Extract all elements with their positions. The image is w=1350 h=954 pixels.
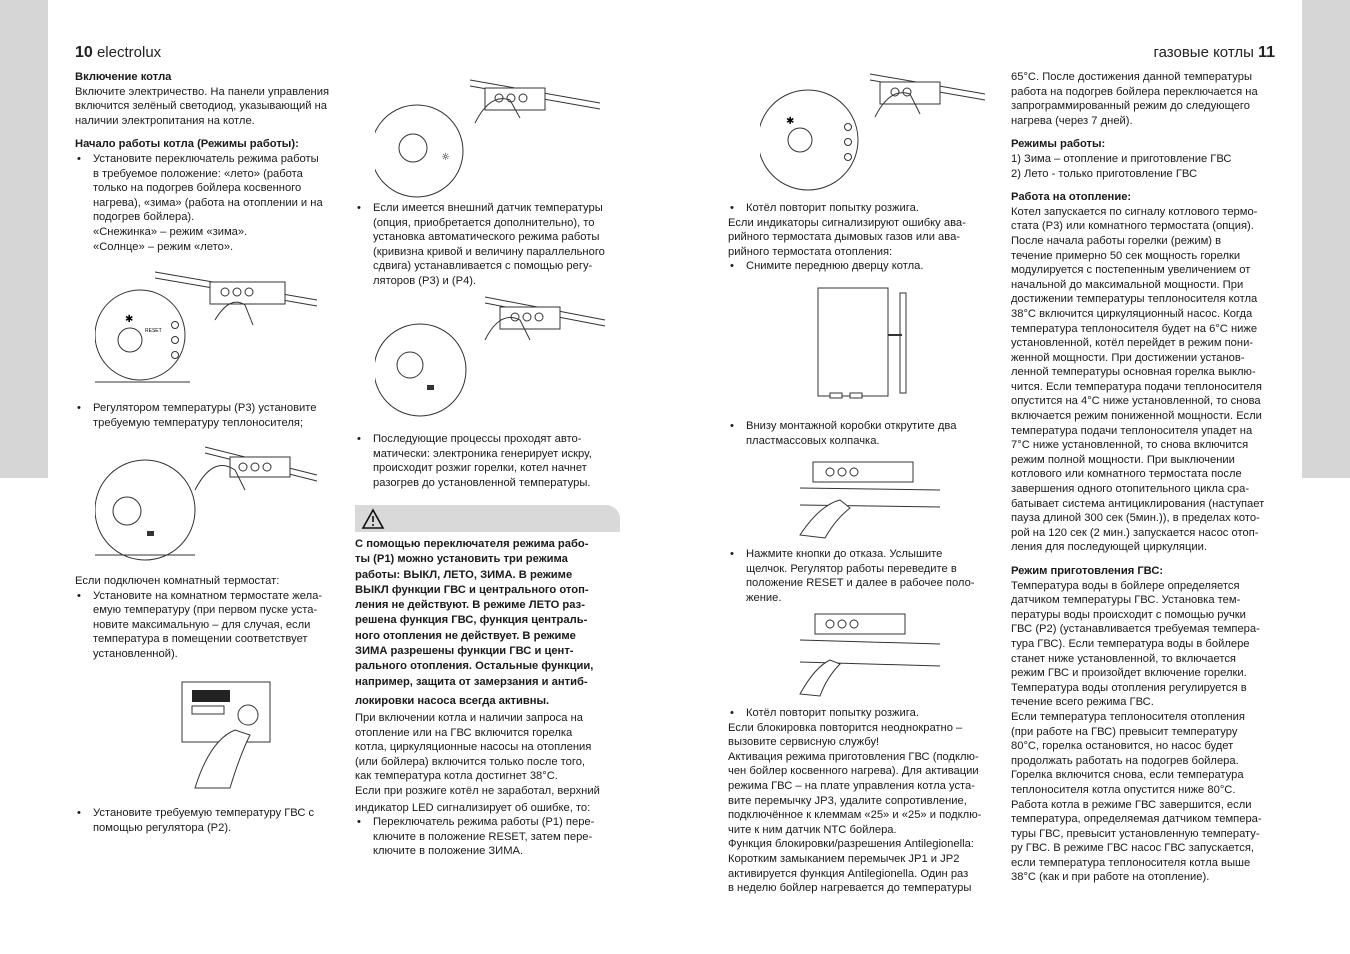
text-line: Если индикаторы сигнализируют ошибку ава-	[728, 216, 966, 229]
text-line: • Переключатель режима работы (P1) пере-	[373, 816, 595, 829]
text-line: режим полной мощности. При выключении	[1011, 453, 1235, 466]
text-line: теплоносителя котла опустится ниже 80°C.	[1011, 783, 1236, 796]
column-3-mid	[728, 419, 996, 448]
text-line: • Установите на комнатном термостате жела-	[93, 589, 323, 602]
figure-temperature-knob	[95, 445, 325, 565]
text-line: пауза длиной 300 сек (5мин.)), в пределах кото-	[1011, 512, 1260, 525]
text-line: щелчок. Регулятор работы переведите в	[746, 562, 957, 575]
text-line: «Снежинка» – режим «зима».	[93, 225, 248, 238]
bullet-list	[355, 432, 623, 490]
text-line: После начала работы горелки (режим) в	[1011, 234, 1222, 247]
text-line: (при работе на ГВС) превысит температуру	[1011, 725, 1238, 738]
bullet-item	[728, 419, 996, 448]
text-line: ключите в положение ЗИМА.	[373, 845, 524, 858]
text-line: установленной, котёл перейдет в режим пони-	[1011, 337, 1254, 350]
figure-room-thermostat	[180, 680, 275, 790]
text-line: рийного термостата отопления:	[728, 245, 893, 258]
text-line: чите к ним датчик NTC бойлера.	[728, 823, 897, 836]
text-line: запрограммированный режим до следующего	[1011, 100, 1250, 113]
text-line: установленной).	[93, 647, 178, 660]
text-line: «Солнце» – режим «лето».	[93, 240, 234, 253]
text-line: С помощью переключателя режима рабо-	[355, 538, 589, 550]
svg-text:☼: ☼	[441, 152, 450, 163]
warning-text	[355, 537, 623, 709]
left-brand: electrolux	[96, 44, 162, 61]
bullet-list	[75, 152, 343, 254]
text-line: новите максимальную – для случая, если	[93, 618, 311, 631]
right-section-title: газовые котлы	[1153, 44, 1254, 61]
text-line: температура, определяемая датчиком темпера-	[1011, 813, 1262, 826]
bullet-list	[355, 815, 623, 859]
text-line: Если при розжиге котёл не заработал, верхний	[355, 784, 600, 797]
bullet-item	[728, 547, 996, 605]
text-line: • Регулятором температуры (P3) установите	[93, 402, 317, 414]
text-line: 7°C ниже установленной, то снова включится	[1011, 439, 1249, 452]
text-line: 2) Лето - только приготовление ГВС	[1011, 167, 1198, 180]
column-3-bottom	[728, 706, 996, 896]
text-line: ного отопления не действует. В режиме	[355, 629, 576, 642]
text-line: Включите электричество. На панели управления	[75, 85, 330, 98]
text-line: емую температуру (при первом пуске уста-	[93, 604, 318, 617]
text-line: 38°C (как и при работе на отопление).	[1011, 871, 1210, 884]
text-line: Активация режима приготовления ГВС (подклю-	[728, 750, 979, 763]
text-line: • Установите переключатель режима работы	[93, 152, 319, 165]
text-line: рального отопления. Остальные функции,	[355, 660, 594, 673]
text-line: Температура воды отопления регулируется в	[1011, 681, 1247, 694]
svg-text:✱: ✱	[786, 116, 795, 127]
right-page-header	[1153, 44, 1275, 62]
left-side-tab	[0, 0, 48, 478]
column-2-top	[355, 201, 623, 289]
heading-heating: Работа на отопление:	[1011, 191, 1132, 204]
text-line: ленной температуры основная горелка выклю-	[1011, 366, 1256, 379]
column-1-mid	[75, 401, 343, 430]
bullet-list	[728, 201, 996, 216]
text-line: сдвига) устанавливается с помощью регу-	[373, 260, 593, 273]
text-line: • Внизу монтажной коробки открутите два	[746, 420, 957, 432]
text-line: подключённое к клеммам «25» и «25» и подклю-	[728, 809, 982, 822]
text-line: включается режим пониженной мощности. Если	[1011, 410, 1262, 423]
bullet-list	[355, 201, 623, 289]
text-line: температура теплоносителя будет на 6°C ниже	[1011, 322, 1258, 335]
text-line: котлового или комнатного термостата после	[1011, 468, 1242, 481]
text-line: Котел запускается по сигналу котлового термо-	[1011, 205, 1258, 218]
text-line: нагрева), «зима» (работа на отоплении и на	[93, 196, 323, 209]
text-line: работа на подогрев бойлера переключается на	[1011, 85, 1258, 98]
text-line: ления для последующей циркуляции.	[1011, 541, 1207, 554]
text-line: Функция блокировки/разрешения Antilegionella:	[728, 838, 974, 851]
column-2-bottom	[355, 711, 623, 859]
text-line: активируется функция Antilegionella. Один раз	[728, 867, 969, 880]
text-line: режима ГВС – на плате управления котла уста-	[728, 779, 976, 792]
text-line: котла, циркуляционные насосы на отопления	[355, 741, 592, 754]
text-line: При включении котла и наличии запроса на	[355, 712, 583, 724]
bullet-item	[355, 201, 623, 289]
text-line: происходит розжиг горелки, котел начнет	[373, 462, 587, 475]
text-line: ру ГВС. В режиме ГВС насос ГВС запускается,	[1011, 842, 1255, 855]
text-line: опустится на 4°C ниже установленной, то снова	[1011, 395, 1261, 408]
bullet-item	[728, 259, 996, 274]
figure-front-door	[810, 283, 920, 403]
text-line: Работа котла в режиме ГВС завершится, если	[1011, 798, 1252, 811]
column-3-top	[728, 201, 996, 274]
text-line: пластмассовых колпачка.	[746, 434, 880, 447]
left-page-number: 10	[75, 44, 93, 61]
text-line: • Котёл повторит попытку розжига.	[746, 707, 919, 719]
text-line: индикатор LED сигнализирует об ошибке, то:	[355, 801, 591, 814]
text-line: 1) Зима – отопление и приготовление ГВС	[1011, 152, 1232, 165]
figure-reset-switch	[760, 72, 990, 194]
text-line: • Последующие процессы проходят авто-	[373, 433, 582, 445]
text-line: 65°C. После достижения данной температуры	[1011, 71, 1253, 83]
text-line: (или бойлера) включится только после того,	[355, 755, 586, 768]
text-line: разогрев до установленной температуры.	[373, 476, 591, 489]
text-line: ляторов (P3) и (P4).	[373, 274, 477, 287]
text-line: работы: ВЫКЛ, ЛЕТО, ЗИМА. В режиме	[355, 568, 573, 581]
text-line: вызовите сервисную службу!	[728, 736, 880, 749]
warning-triangle-icon	[361, 508, 385, 530]
text-line: чится. Если температура подачи теплоносителя	[1011, 380, 1262, 393]
svg-text:RESET: RESET	[145, 328, 162, 334]
text-line: 80°C, горелка остановится, но насос будет	[1011, 740, 1234, 753]
text-line: Температура воды в бойлере определяется	[1011, 579, 1240, 592]
heading-boiler-on: Включение котла	[75, 71, 172, 83]
text-line: рой на 120 сек (2 мин.) запускается насос отоп-	[1011, 526, 1259, 539]
text-line: ВЫКЛ функции ГВС и центрального отоп-	[355, 583, 589, 596]
text-line: вите перемычку JP3, удалите сопротивление,	[728, 794, 967, 807]
text-line: ЗИМА разрешены функции ГВС и цент-	[355, 645, 574, 658]
text-line: (кривизна кривой и величину параллельного	[373, 245, 605, 258]
text-line: начальной до максимальной мощности. При	[1011, 278, 1244, 291]
bullet-list	[75, 806, 343, 835]
column-3-lower	[728, 547, 996, 605]
text-line: модулируется с постепенным увеличением от	[1011, 264, 1251, 277]
column-4	[1011, 70, 1281, 885]
text-line: ления не действуют. В режиме ЛЕТО раз-	[355, 599, 585, 612]
text-line: Коротким замыканием перемычек JP1 и JP2	[728, 852, 960, 865]
bullet-item	[75, 152, 343, 254]
bullet-item	[728, 201, 996, 216]
figure-press-buttons	[795, 612, 945, 697]
text-line: • Котёл повторит попытку розжига.	[746, 202, 919, 214]
text-room-thermostat: Если подключен комнатный термостат:	[75, 575, 280, 587]
bullet-list	[728, 259, 996, 274]
text-line: батывает система антициклирования (наступает	[1011, 497, 1265, 510]
text-line: температура в помещении соответствует	[93, 633, 308, 646]
heading-dhw: Режим приготовления ГВС:	[1011, 565, 1164, 577]
text-line: • Если имеется внешний датчик температуры	[373, 202, 603, 214]
bullet-item	[355, 815, 623, 859]
text-line: установка автоматического режима работы	[373, 231, 600, 244]
text-line: завершения одного отопительного цикла сра-	[1011, 483, 1250, 496]
text-line: продолжать работать на подогрев бойлера.	[1011, 754, 1239, 767]
text-line: подогрев бойлера).	[93, 211, 195, 224]
text-line: Если блокировка повторится неоднократно –	[728, 721, 963, 734]
bullet-item	[728, 706, 996, 721]
figure-auto-process	[375, 295, 610, 420]
text-line: включится зелёный светодиод, указывающий на	[75, 100, 328, 113]
text-line: • Снимите переднюю дверцу котла.	[746, 260, 924, 273]
column-1-bottom	[75, 806, 343, 835]
text-line: 38°C включится циркуляционный насос. Когда	[1011, 307, 1253, 320]
text-line: если температура теплоносителя котла выше	[1011, 856, 1251, 869]
text-line: рийного термостата дымовых газов или ава-	[728, 231, 961, 244]
bullet-item	[355, 432, 623, 490]
column-2-mid	[355, 432, 623, 490]
text-line: тура ГВС). Если температура воды в бойлере	[1011, 637, 1250, 650]
text-line: режим ГВС и произойдет включение горелки.	[1011, 667, 1247, 680]
column-1-lower	[75, 574, 343, 662]
text-line: туры ГВС, превысит установленную температу-	[1011, 827, 1260, 840]
bullet-list	[728, 706, 996, 721]
text-line: отопление или на ГВС включится горелка	[355, 726, 573, 739]
left-page-header	[75, 44, 161, 62]
bullet-item	[75, 589, 343, 662]
heading-start-modes: Начало работы котла (Режимы работы):	[75, 138, 299, 151]
text-line: положение RESET и далее в рабочее поло-	[746, 577, 975, 590]
text-line: ты (P1) можно установить три режима	[355, 553, 568, 566]
text-line: женной мощности. При достижении установ-	[1011, 351, 1245, 364]
text-line: локировки насоса всегда активны.	[355, 694, 550, 707]
svg-text:✱: ✱	[125, 314, 134, 325]
column-1-top	[75, 70, 343, 254]
text-line: Если температура теплоносителя отопления	[1011, 710, 1245, 723]
text-line: достижении температуры теплоносителя котла	[1011, 293, 1258, 306]
text-line: течение всего режима ГВС.	[1011, 696, 1154, 709]
text-line: только на подогрев бойлера косвенного	[93, 182, 302, 195]
right-page-number: 11	[1258, 44, 1275, 61]
text-line: решена функция ГВС, функция централь-	[355, 614, 588, 627]
text-line: • Установите требуемую температуру ГВС с	[93, 807, 315, 819]
text-line: как температура котла достигнет 38°C.	[355, 770, 558, 783]
figure-unscrew-caps	[795, 460, 945, 540]
warning-bar	[355, 505, 620, 532]
bullet-list	[75, 401, 343, 430]
text-line: например, защита от замерзания и антиб-	[355, 675, 588, 688]
right-side-tab	[1302, 0, 1350, 478]
text-line: жение.	[746, 591, 782, 604]
text-line: ГВС (P2) (устанавливается требуемая темпера-	[1011, 623, 1260, 636]
text-line: датчиком температуры ГВС. Установка тем-	[1011, 594, 1241, 607]
text-line: температура подачи теплоносителя упадет на	[1011, 424, 1253, 437]
text-line: ключите в положение RESET, затем пере-	[373, 830, 593, 843]
bullet-item	[75, 806, 343, 835]
text-line: течение примерно 50 сек мощность горелки	[1011, 249, 1241, 262]
text-line: (опция, приобретается дополнительно), то	[373, 216, 595, 229]
text-line: в неделю бойлер нагревается до температуры	[728, 882, 972, 895]
text-line: матически: электроника генерирует искру,	[373, 447, 592, 460]
figure-mode-switch	[95, 270, 325, 390]
text-line: наличии электропитания на котле.	[75, 114, 255, 127]
text-line: Горелка включится снова, если температура	[1011, 769, 1244, 782]
text-line: требуемую температуру теплоносителя;	[93, 416, 304, 429]
bullet-list	[728, 547, 996, 605]
text-line: станет ниже установленной, то включается	[1011, 652, 1236, 665]
text-line: пературы воды происходит с помощью ручки	[1011, 608, 1246, 621]
bullet-item	[75, 401, 343, 430]
text-line: помощью регулятора (P2).	[93, 821, 232, 834]
text-line: чен бойлер косвенного нагрева). Для активации	[728, 765, 979, 778]
text-line: • Нажмите кнопки до отказа. Услышите	[746, 548, 943, 560]
heading-modes: Режимы работы:	[1011, 138, 1106, 151]
text-line: нагрева (через 7 дней).	[1011, 114, 1133, 127]
text-line: в требуемое положение: «лето» (работа	[93, 167, 303, 180]
text-line: стата (P3) или комнатного термостата (опция).	[1011, 220, 1254, 233]
bullet-list	[75, 589, 343, 662]
bullet-list	[728, 419, 996, 448]
figure-p3-p4-knob	[375, 78, 605, 198]
